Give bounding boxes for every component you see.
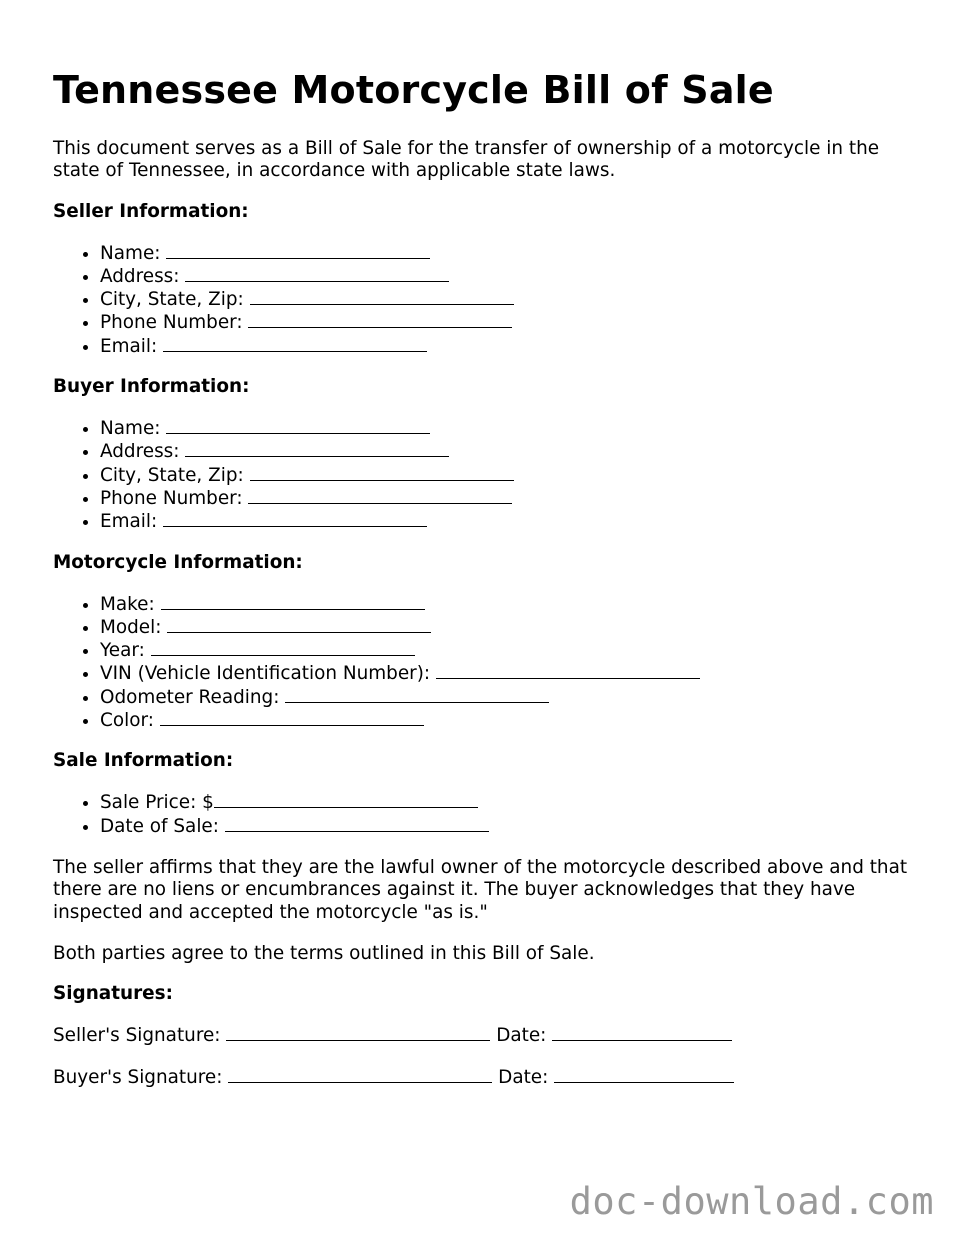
buyer-date-label: Date:	[498, 1067, 549, 1089]
blank-line[interactable]	[185, 265, 449, 282]
blank-line[interactable]	[248, 487, 512, 504]
field-label: City, State, Zip:	[100, 464, 244, 486]
seller-email-field	[100, 335, 913, 358]
blank-line[interactable]	[214, 791, 478, 808]
sale-fields	[53, 791, 913, 838]
field-label: Make:	[100, 593, 155, 615]
page-title: Tennessee Motorcycle Bill of Sale	[53, 68, 774, 112]
color-field	[100, 709, 913, 732]
field-label: City, State, Zip:	[100, 289, 244, 311]
sale-date-field	[100, 815, 913, 838]
model-field	[100, 616, 913, 639]
blank-line[interactable]	[166, 417, 430, 434]
buyer-city-field	[100, 464, 913, 487]
seller-phone-field	[100, 311, 913, 334]
buyer-signature-label: Buyer's Signature:	[53, 1067, 223, 1089]
field-label: Address:	[100, 441, 180, 463]
blank-line[interactable]	[163, 510, 427, 527]
blank-line[interactable]	[250, 464, 514, 481]
document	[53, 62, 913, 1090]
field-label: Date of Sale:	[100, 815, 219, 837]
buyer-email-field	[100, 510, 913, 533]
field-label: Name:	[100, 242, 161, 264]
field-label: VIN (Vehicle Identification Number):	[100, 663, 431, 685]
field-label: Odometer Reading:	[100, 686, 280, 708]
seller-name-field	[100, 242, 913, 265]
field-label: Address:	[100, 265, 180, 287]
field-label: Year:	[100, 640, 145, 662]
buyer-phone-field	[100, 487, 913, 510]
blank-line[interactable]	[285, 686, 549, 703]
field-label: Email:	[100, 335, 158, 357]
seller-heading: Seller Information:	[53, 200, 249, 222]
field-label: Phone Number:	[100, 312, 243, 334]
odometer-field	[100, 686, 913, 709]
field-label: Sale Price: $	[100, 792, 214, 814]
blank-line[interactable]	[166, 242, 430, 259]
make-field	[100, 593, 913, 616]
field-label: Name:	[100, 418, 161, 440]
seller-city-field	[100, 288, 913, 311]
buyer-address-field	[100, 440, 913, 463]
blank-line[interactable]	[248, 311, 512, 328]
buyer-signature-line[interactable]	[228, 1066, 492, 1083]
buyer-signature-row	[53, 1066, 913, 1089]
buyer-name-field	[100, 417, 913, 440]
field-label: Model:	[100, 616, 162, 638]
blank-line[interactable]	[163, 335, 427, 352]
blank-line[interactable]	[250, 288, 514, 305]
motorcycle-heading: Motorcycle Information:	[53, 551, 303, 573]
buyer-date-line[interactable]	[554, 1066, 734, 1083]
buyer-heading: Buyer Information:	[53, 376, 250, 398]
seller-date-line[interactable]	[552, 1024, 732, 1041]
blank-line[interactable]	[225, 815, 489, 832]
vin-field	[100, 662, 913, 685]
field-label: Email:	[100, 511, 158, 533]
blank-line[interactable]	[161, 593, 425, 610]
blank-line[interactable]	[185, 440, 449, 457]
seller-address-field	[100, 265, 913, 288]
intro-paragraph: This document serves as a Bill of Sale for the transfer of ownership of a motorcycle in the state of Tennessee, in accordance with applicable state laws.	[53, 138, 880, 182]
blank-line[interactable]	[151, 639, 415, 656]
agreement-paragraph: Both parties agree to the terms outlined in this Bill of Sale.	[53, 942, 595, 964]
year-field	[100, 639, 913, 662]
watermark: doc-download.com	[569, 1180, 934, 1223]
motorcycle-fields	[53, 593, 913, 733]
buyer-fields	[53, 417, 913, 533]
blank-line[interactable]	[167, 616, 431, 633]
blank-line[interactable]	[160, 709, 424, 726]
sale-heading: Sale Information:	[53, 750, 234, 772]
signatures-heading: Signatures:	[53, 983, 173, 1005]
affirmation-paragraph: The seller affirms that they are the lawful owner of the motorcycle described above and that there are no liens or encumbrances against it. The buyer acknowledges that they have inspected and accepted the motorcycle "as is."	[53, 856, 908, 923]
field-label: Phone Number:	[100, 487, 243, 509]
seller-signature-row	[53, 1024, 913, 1047]
seller-fields	[53, 242, 913, 358]
seller-signature-label: Seller's Signature:	[53, 1025, 221, 1047]
field-label: Color:	[100, 710, 154, 732]
sale-price-field	[100, 791, 913, 814]
blank-line[interactable]	[436, 662, 700, 679]
seller-date-label: Date:	[496, 1025, 547, 1047]
seller-signature-line[interactable]	[226, 1024, 490, 1041]
